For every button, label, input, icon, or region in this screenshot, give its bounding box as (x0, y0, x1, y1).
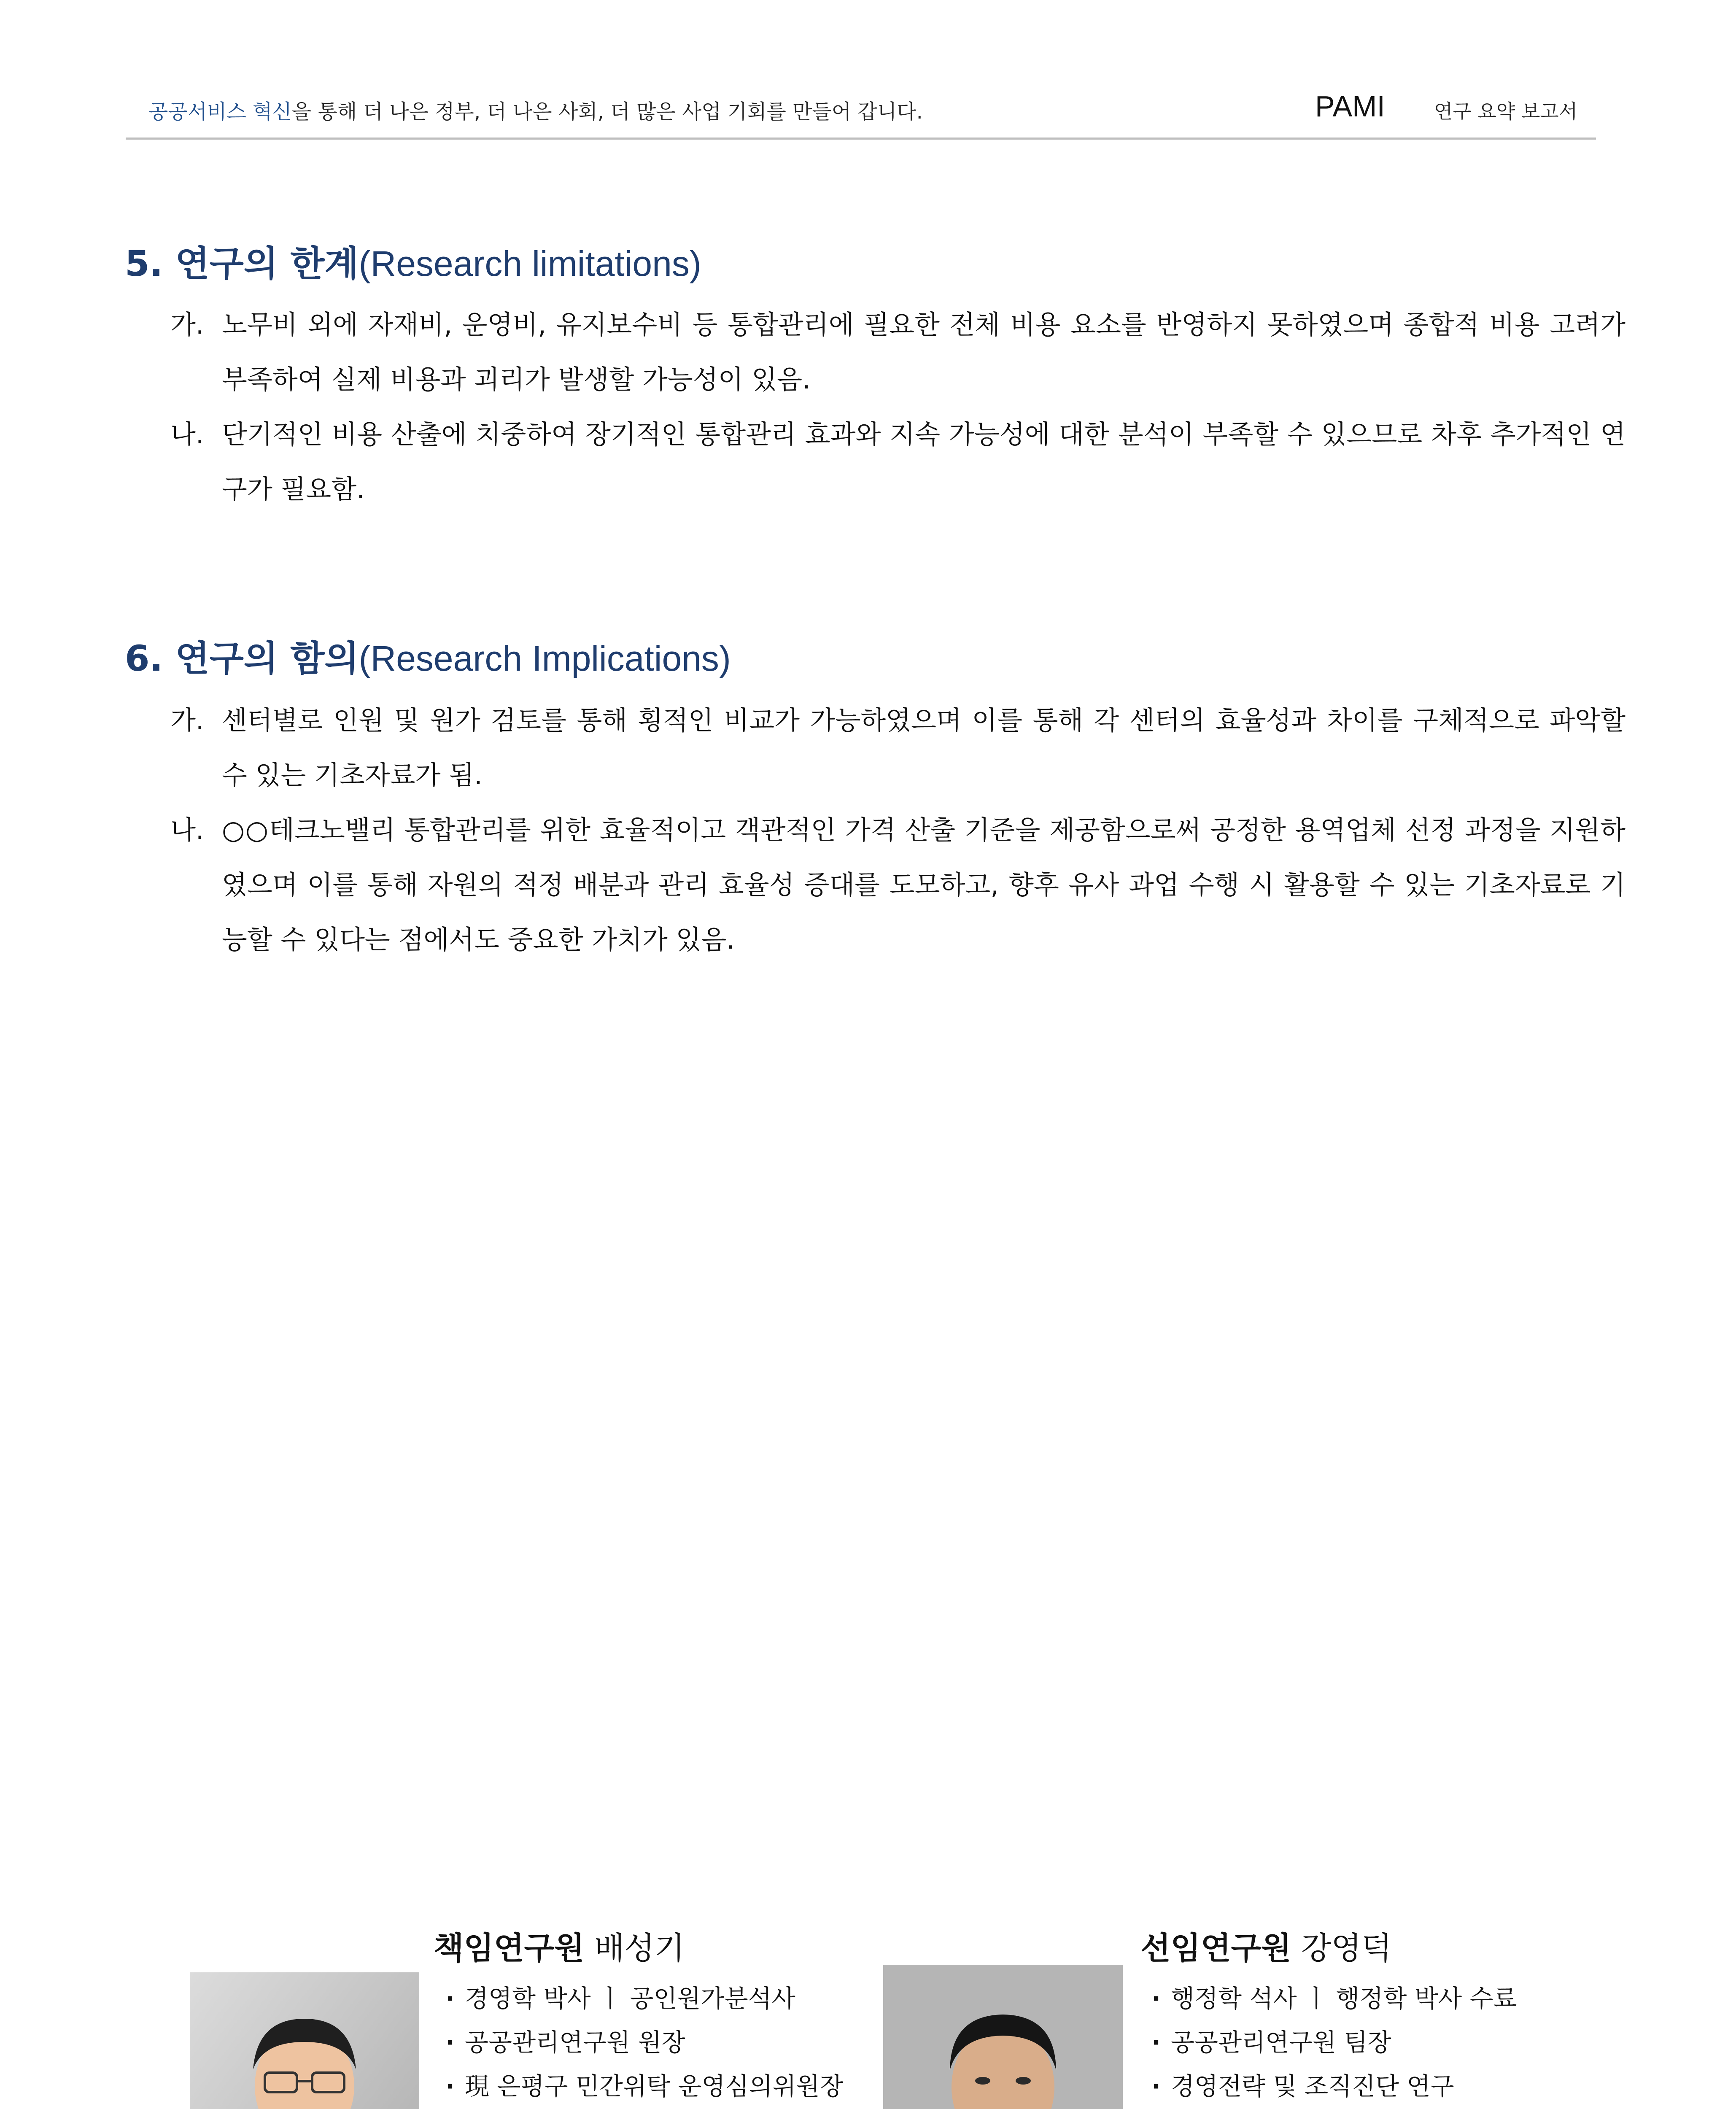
researcher-1-title (434, 1923, 685, 1968)
item-marker: 가. (170, 309, 204, 340)
header-slogan-highlight: 공공서비스 혁신 (148, 100, 292, 124)
section-title-ko: 연구의 함의 (175, 638, 359, 679)
credential-item: · 경영전략 및 조직진단 연구 (1148, 2064, 1533, 2108)
section-title-implications (125, 630, 731, 681)
section-number: 6. (125, 638, 163, 679)
researcher-role: 선임연구원 (1140, 1930, 1291, 1966)
credential-item: · 경영학 박사 ㅣ 공인원가분석사 (442, 1977, 867, 2020)
credential-item: · 공공관리연구원 원장 (442, 2020, 867, 2064)
section-title-ko: 연구의 한계 (175, 243, 359, 284)
credential-item: · 행정학 석사 ㅣ 행정학 박사 수료 (1148, 1977, 1533, 2020)
researcher-1-credentials (442, 1977, 867, 2109)
section-title-en: (Research limitations) (359, 244, 701, 283)
header-brand: PAMI (1315, 90, 1385, 123)
section-title-en: (Research Implications) (359, 639, 731, 678)
item-text: 노무비 외에 자재비, 운영비, 유지보수비 등 통합관리에 필요한 전체 비용 요소를 반영하지 못하였으며 종합적 비용 고려가 부족하여 실제 비용과 괴리가 발생할 가능성이 있음. (222, 309, 1625, 395)
researcher-1-photo (190, 1972, 419, 2109)
header-doc-type: 연구 요약 보고서 (1434, 100, 1578, 123)
researcher-name: 배성기 (594, 1930, 685, 1966)
item-text: ○○테크노밸리 통합관리를 위한 효율적이고 객관적인 가격 산출 기준을 제공함으로써 공정한 용역업체 선정 과정을 지원하였으며 이를 통해 자원의 적정 배분과 관리 효율성 증대를 도모하고, 향후 유사 과업 수행 시 활용할 수 있는 기초자료로 기능할 수 있다는 점에서도 중요한 가치가 있음. (222, 814, 1625, 955)
header-slogan-text: 을 통해 더 나은 정부, 더 나은 사회, 더 많은 사업 기회를 만들어 갑니다. (291, 100, 923, 124)
item-marker: 나. (170, 814, 204, 845)
item-text: 센터별로 인원 및 원가 검토를 통해 횡적인 비교가 가능하였으며 이를 통해 각 센터의 효율성과 차이를 구체적으로 파악할 수 있는 기초자료가 됨. (222, 705, 1625, 790)
credential-item: · 공공관리연구원 팀장 (1148, 2020, 1533, 2064)
item-marker: 나. (170, 419, 204, 450)
researcher-role: 책임연구원 (434, 1930, 585, 1966)
list-item (170, 693, 1625, 803)
researcher-2-credentials (1148, 1977, 1533, 2109)
list-item (170, 297, 1625, 407)
item-text: 단기적인 비용 산출에 치중하여 장기적인 통합관리 효과와 지속 가능성에 대한 분석이 부족할 수 있으므로 차후 추가적인 연구가 필요함. (222, 419, 1625, 504)
credential-item: · 現 은평구 민간위탁 운영심의위원장 (442, 2064, 867, 2108)
list-item (170, 407, 1625, 517)
header-divider (126, 138, 1596, 140)
researcher-2-title (1140, 1923, 1391, 1968)
researcher-name: 강영덕 (1301, 1930, 1392, 1966)
section-title-limitations (125, 235, 701, 286)
researcher-2-photo (883, 1965, 1123, 2109)
header-slogan (148, 95, 923, 124)
list-item (170, 803, 1625, 967)
section-number: 5. (125, 243, 163, 284)
item-marker: 가. (170, 705, 204, 736)
